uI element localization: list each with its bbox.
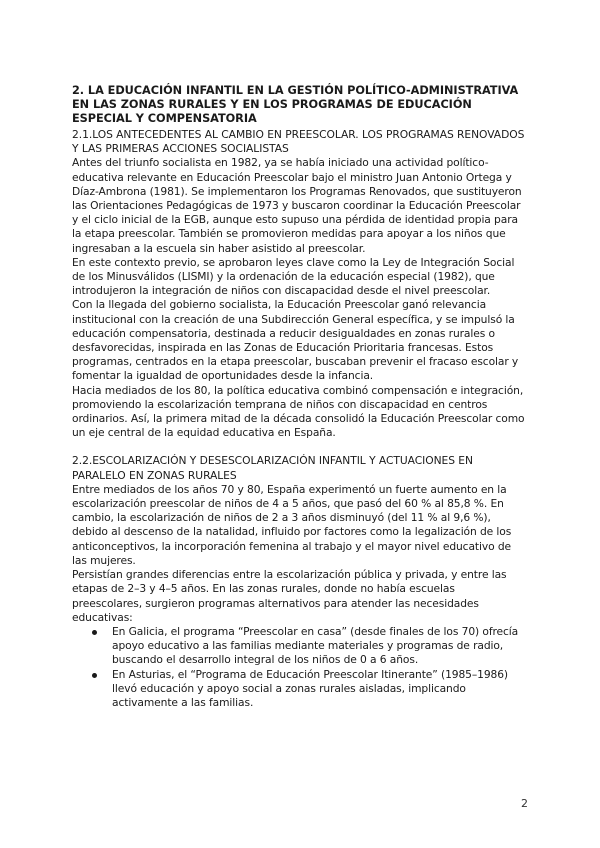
- list-item-text: En Galicia, el programa “Preescolar en casa” (desde finales de los 70) ofrecía apoyo educativo a las familias mediante materiales y programas de radio, buscando el desarrollo integral de los niños de 0 a 6 años.: [112, 624, 519, 667]
- paragraph: En este contexto previo, se aprobaron leyes clave como la Ley de Integración Social de los Minusválidos (LISMI) y la ordenación de la educación especial (1982), que introdujeron la integración de niños con discapacidad desde el nivel preescolar.: [72, 255, 515, 298]
- section-2-1-heading: 2.1.LOS ANTECEDENTES AL CAMBIO EN PREESCOLAR. LOS PROGRAMAS RENOVADOS Y LAS PRIMERAS ACCIONES SOCIALISTAS: [72, 128, 525, 156]
- section-spacer: [72, 440, 528, 454]
- list-item-text: En Asturias, el “Programa de Educación Preescolar Itinerante” (1985–1986) llevó educación y apoyo social a zonas rurales aisladas, implicando activamente a las familias.: [112, 667, 508, 709]
- page-content: [72, 84, 528, 710]
- section-2-heading: 2. LA EDUCACIÓN INFANTIL EN LA GESTIÓN POLÍTICO-ADMINISTRATIVA EN LAS ZONAS RURALES Y EN LOS PROGRAMAS DE EDUCACIÓN ESPECIAL Y COMPENSATORIA: [72, 84, 519, 125]
- list-item: [92, 625, 528, 668]
- list-item: [92, 668, 528, 711]
- paragraph: Hacia mediados de los 80, la política educativa combinó compensación e integración, promoviendo la escolarización temprana de niños con discapacidad en centros ordinarios. Así, la primera mitad de la década consolidó la Educación Preescolar como un eje central de la equidad educativa en España.: [72, 383, 525, 440]
- bullet-icon: [92, 630, 97, 635]
- program-list: [72, 625, 528, 710]
- bullet-icon: [92, 673, 97, 678]
- section-2-2-heading: 2.2.ESCOLARIZACIÓN Y DESESCOLARIZACIÓN INFANTIL Y ACTUACIONES EN PARALELO EN ZONAS RURALES: [72, 454, 473, 482]
- paragraph: Antes del triunfo socialista en 1982, ya se había iniciado una actividad político-educativa relevante en Educación Preescolar bajo el ministro Juan Antonio Ortega y Díaz-Ambrona (1981). Se implementaron los Programas Renovados, que sustituyeron las Orientaciones Pedagógicas de 1973 y buscaron coordinar la Educación Preescolar y el ciclo inicial de la EGB, aunque esto supuso una pérdida de identidad propia para la etapa preescolar. También se promovieron medidas para apoyar a los niños que ingresaban a la escuela sin haber asistido al preescolar.: [72, 156, 522, 255]
- paragraph: Con la llegada del gobierno socialista, la Educación Preescolar ganó relevancia institucional con la creación de una Subdirección General específica, y se impulsó la educación compensatoria, destinada a reducir desigualdades en zonas rurales o desfavorecidas, inspirada en las Zonas de Educación Prioritaria francesas. Estos programas, centrados en la etapa preescolar, buscaban prevenir el fracaso escolar y fomentar la igualdad de oportunidades desde la infancia.: [72, 298, 519, 383]
- page-number: 2: [521, 797, 528, 810]
- paragraph: Entre mediados de los años 70 y 80, España experimentó un fuerte aumento en la escolarización preescolar de niños de 4 a 5 años, que pasó del 60 % al 85,8 %. En cambio, la escolarización de niños de 2 a 3 años disminuyó (del 11 % al 9,6 %), debido al descenso de la natalidad, influido por factores como la legalización de los anticonceptivos, la incorporación femenina al trabajo y el mayor nivel educativo de las mujeres.: [72, 482, 512, 567]
- paragraph: Persistían grandes diferencias entre la escolarización pública y privada, y entre las etapas de 2–3 y 4–5 años. En las zonas rurales, donde no había escuelas preescolares, surgieron programas alternativos para atender las necesidades educativas:: [72, 568, 507, 624]
